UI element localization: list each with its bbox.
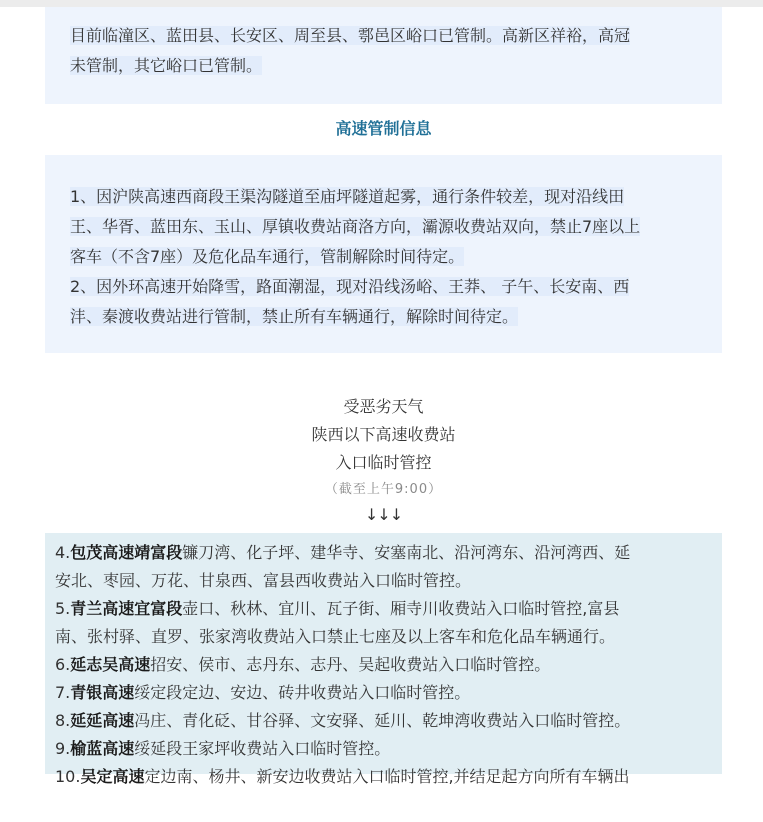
item-text: 壶口、秋林、宜川、瓦子街、厢寺川收费站入口临时管控,富县: [182, 599, 620, 618]
road-name: 青兰高速宜富段: [70, 599, 183, 618]
highway-line-3: 客车（不含7座）及危化品车通行，管制解除时间待定。: [70, 247, 465, 266]
list-item-continuation: 南、张村驿、直罗、张家湾收费站入口禁止七座及以上客车和危化品车辆通行。: [55, 627, 616, 646]
item-text: 招安、侯市、志丹东、志丹、吴起收费站入口临时管控。: [150, 655, 551, 674]
list-item-continuation: 安北、枣园、万花、甘泉西、富县西收费站入口临时管控。: [55, 571, 472, 590]
regional-control-box: [45, 7, 722, 104]
down-arrows-icon: ↓↓↓: [364, 505, 403, 524]
item-text: 镰刀湾、化子坪、建华寺、安塞南北、沿河湾东、沿河湾西、延: [182, 543, 631, 562]
highway-text: [70, 182, 697, 332]
list-item: [55, 735, 702, 763]
item-number: 6.: [55, 655, 71, 674]
notice-block: [45, 393, 722, 527]
item-number: 9.: [55, 739, 71, 758]
item-number: 8.: [55, 711, 71, 730]
highway-section-title: 高速管制信息: [335, 119, 432, 138]
road-name: 包茂高速靖富段: [70, 543, 183, 562]
notice-line-3: 入口临时管控: [335, 453, 432, 472]
road-name: 吴定高速: [80, 767, 145, 786]
station-list-box: [45, 533, 722, 786]
notice-line-2: 陕西以下高速收费站: [311, 425, 456, 444]
highway-line-2: 王、华胥、蓝田东、玉山、厚镇收费站商洛方向，灞源收费站双向，禁止7座以上: [70, 217, 641, 236]
time-note: （截至上午9:00）: [324, 482, 443, 497]
highway-control-box: [45, 155, 722, 353]
list-item: [55, 595, 702, 623]
road-name: 延延高速: [70, 711, 135, 730]
regional-line-2: 未管制，其它峪口已管制。: [70, 56, 263, 75]
regional-line-1: 目前临潼区、蓝田县、长安区、周至县、鄠邑区峪口已管制。高新区祥裕，高冠: [70, 26, 631, 45]
item-text: 定边南、杨井、新安边收费站入口临时管控,并结足起方向所有车辆出: [144, 767, 630, 786]
item-text: 绥延段王家坪收费站入口临时管控。: [134, 739, 391, 758]
regional-text: [70, 21, 697, 81]
list-item: [55, 707, 702, 735]
highway-line-4: 2、因外环高速开始降雪，路面潮湿，现对沿线汤峪、王莽、 子午、长安南、西: [70, 277, 630, 296]
item-number: 5.: [55, 599, 71, 618]
item-number: 10.: [55, 767, 81, 786]
top-divider-strip: [0, 0, 763, 7]
road-name: 青银高速: [70, 683, 135, 702]
list-item: [55, 539, 702, 567]
list-item: [55, 763, 702, 791]
highway-line-1: 1、因沪陕高速西商段王渠沟隧道至庙坪隧道起雾，通行条件较差，现对沿线田: [70, 187, 625, 206]
item-number: 4.: [55, 543, 71, 562]
highway-line-5: 沣、秦渡收费站进行管制，禁止所有车辆通行，解除时间待定。: [70, 307, 519, 326]
item-text: 冯庄、青化砭、甘谷驿、文安驿、延川、乾坤湾收费站入口临时管控。: [134, 711, 631, 730]
list-item: [55, 651, 702, 679]
list-item: [55, 679, 702, 707]
notice-line-1: 受恶劣天气: [343, 397, 424, 416]
item-number: 7.: [55, 683, 71, 702]
road-name: 榆蓝高速: [70, 739, 135, 758]
road-name: 延志吴高速: [70, 655, 151, 674]
item-text: 绥定段定边、安边、砖井收费站入口临时管控。: [134, 683, 471, 702]
